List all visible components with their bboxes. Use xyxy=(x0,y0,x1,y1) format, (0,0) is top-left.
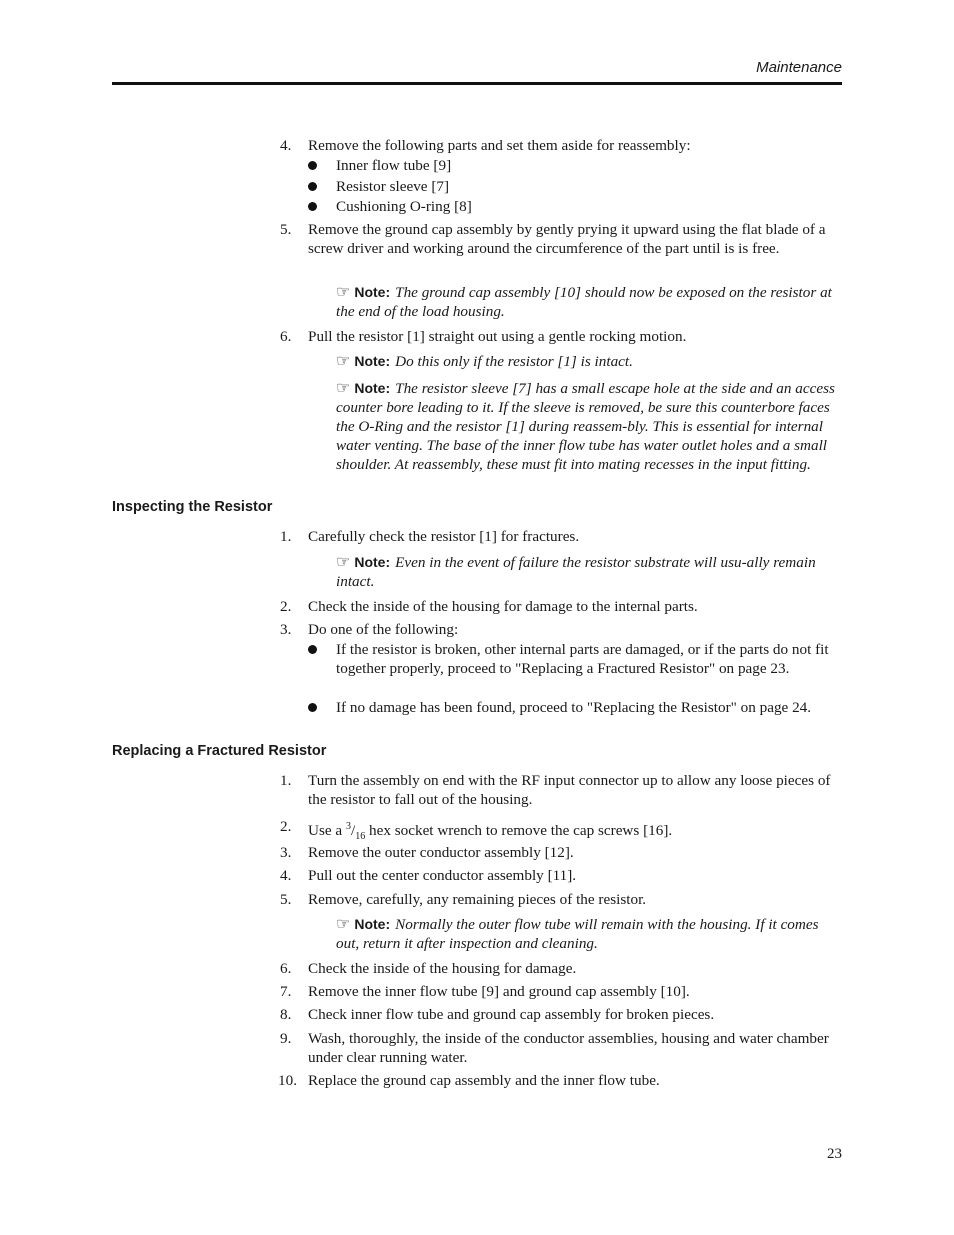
page-number: 23 xyxy=(827,1146,842,1162)
note-text: Do this only if the resistor [1] is intact. xyxy=(395,353,633,370)
step-number: 5. xyxy=(280,891,292,908)
note-text: The resistor sleeve [7] has a small escape hole at the side and an access counter bore leading to it. If the sleeve is removed, be sure this counterbore faces the O-Ring and the resistor [1] during reassem-bly. This is essential for internal water venting. The base of the inner flow tube has water outlet holes and a small shoulder. At reassembly, these must fit into mating recesses in the input fitting. xyxy=(336,380,835,473)
note xyxy=(336,283,840,321)
note xyxy=(336,379,840,474)
step-text: Remove the ground cap assembly by gently prying it upward using the flat blade of a screw driver and working around the circumference of the part until is is free. xyxy=(308,221,826,257)
note-text: Normally the outer flow tube will remain with the housing. If it comes out, return it after inspection and cleaning. xyxy=(336,916,819,952)
header-rule xyxy=(112,82,842,85)
step-text: Check the inside of the housing for damage. xyxy=(308,960,577,977)
step-number: 2. xyxy=(280,598,292,615)
step-text: Pull the resistor [1] straight out using a gentle rocking motion. xyxy=(308,328,687,345)
note-text: The ground cap assembly [10] should now be exposed on the resistor at the end of the load housing. xyxy=(336,284,832,320)
fraction-denominator: 16 xyxy=(355,831,366,843)
step-text: Turn the assembly on end with the RF input connector up to allow any loose pieces of the resistor to fall out of the housing. xyxy=(308,772,831,808)
bullet-text: Cushioning O-ring [8] xyxy=(336,198,472,215)
step-text: Remove, carefully, any remaining pieces of the resistor. xyxy=(308,891,647,908)
step-text: Check the inside of the housing for damage to the internal parts. xyxy=(308,598,698,615)
bullet-icon xyxy=(308,202,317,211)
note-label: Note: xyxy=(354,380,391,396)
section-heading-inspecting: Inspecting the Resistor xyxy=(112,499,273,515)
step-number: 7. xyxy=(280,983,292,1000)
bullet-text: Inner flow tube [9] xyxy=(336,157,452,174)
step-text: Remove the inner flow tube [9] and ground cap assembly [10]. xyxy=(308,983,690,1000)
bullet-icon xyxy=(308,161,317,170)
fraction-numerator: 3 xyxy=(345,821,351,832)
step-text: Check inner flow tube and ground cap assembly for broken pieces. xyxy=(308,1006,715,1023)
bullet-text: Resistor sleeve [7] xyxy=(336,178,450,195)
note-label: Note: xyxy=(354,916,391,932)
running-header: Maintenance xyxy=(756,59,842,76)
bullet-icon xyxy=(308,182,317,191)
pointing-hand-icon: ☞ xyxy=(336,916,351,933)
step-text-pre: Use a xyxy=(308,822,346,840)
step-number: 6. xyxy=(280,328,292,345)
step-text: Remove the outer conductor assembly [12]. xyxy=(308,844,574,861)
step-number: 8. xyxy=(280,1006,292,1023)
step-number: 5. xyxy=(280,221,292,238)
step-text: Carefully check the resistor [1] for fractures. xyxy=(308,528,580,545)
note xyxy=(336,553,840,591)
step-text: Replace the ground cap assembly and the inner flow tube. xyxy=(308,1072,660,1089)
bullet-icon xyxy=(308,645,317,654)
pointing-hand-icon: ☞ xyxy=(336,380,351,397)
step-number: 6. xyxy=(280,960,292,977)
step-text: Remove the following parts and set them aside for reassembly: xyxy=(308,137,691,154)
note-text: Even in the event of failure the resistor substrate will usu-ally remain intact. xyxy=(336,554,816,590)
step-number: 3. xyxy=(280,844,292,861)
step-text: Pull out the center conductor assembly [11]. xyxy=(308,867,577,884)
step-number: 1. xyxy=(280,772,292,789)
step-number: 2. xyxy=(280,818,292,835)
step-number: 3. xyxy=(280,621,292,638)
step-text: Do one of the following: xyxy=(308,621,459,638)
note-label: Note: xyxy=(354,554,391,570)
bullet-text: If no damage has been found, proceed to "Replacing the Resistor" on page 24. xyxy=(336,699,812,716)
step-number: 4. xyxy=(280,137,292,154)
note-label: Note: xyxy=(354,284,391,300)
section-heading-replacing: Replacing a Fractured Resistor xyxy=(112,743,327,759)
step-text-post: hex socket wrench to remove the cap screws [16]. xyxy=(365,822,673,840)
bullet-icon xyxy=(308,703,317,712)
step-number: 10. xyxy=(278,1072,297,1089)
step-number: 1. xyxy=(280,528,292,545)
note-label: Note: xyxy=(354,353,391,369)
step-number: 9. xyxy=(280,1030,292,1047)
pointing-hand-icon: ☞ xyxy=(336,284,351,301)
note xyxy=(336,352,840,371)
note xyxy=(336,915,840,953)
step-text: Wash, thoroughly, the inside of the conductor assemblies, housing and water chamber under clear running water. xyxy=(308,1030,829,1066)
bullet-text: If the resistor is broken, other internal parts are damaged, or if the parts do not fit together properly, proceed to "Replacing a Fractured Resistor" on page 23. xyxy=(336,641,829,677)
pointing-hand-icon: ☞ xyxy=(336,554,351,571)
step-number: 4. xyxy=(280,867,292,884)
step-text: Use a $^3/_{16}$ hex socket wrench to remove the cap screws [16]. xyxy=(308,821,673,843)
pointing-hand-icon: ☞ xyxy=(336,353,351,370)
